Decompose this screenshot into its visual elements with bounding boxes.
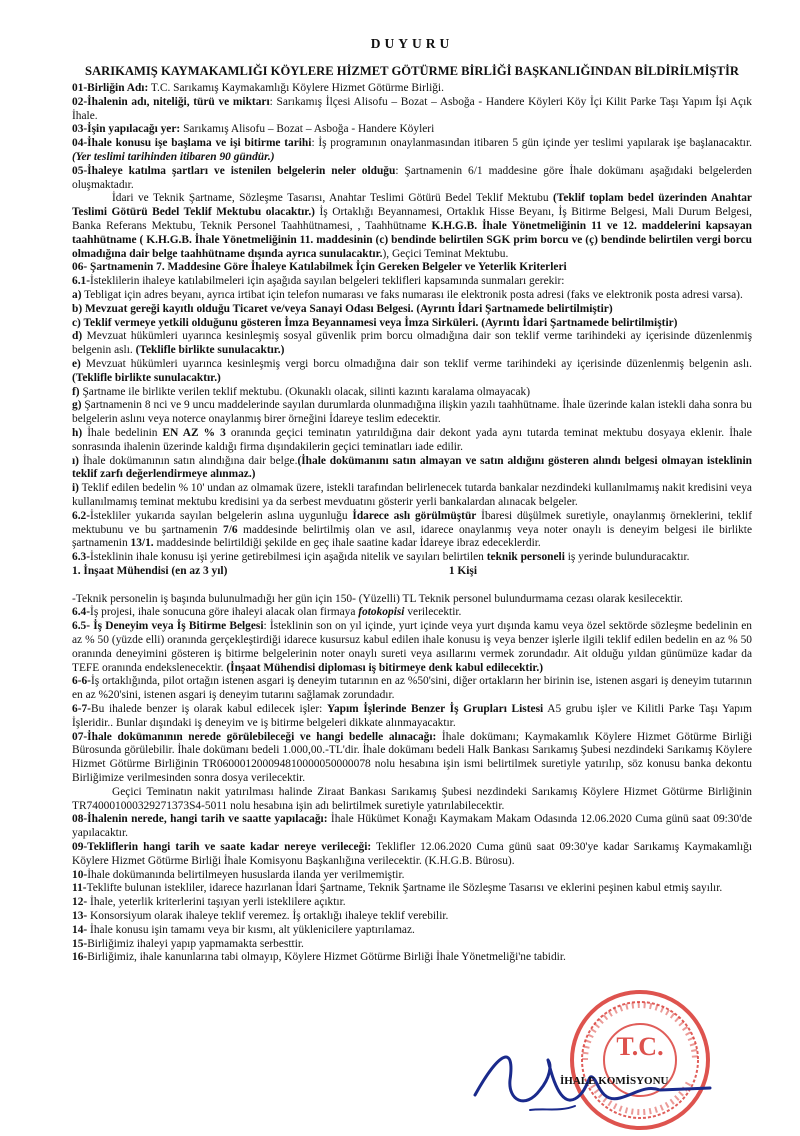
- item-05-docs: İdari ve Teknik Şartname, Sözleşme Tasarısı, Anahtar Teslimi Götürü Bedel Teklif Mektubu (Teklif toplam bedel üzerinden Anahtar Teslimi Götürü Bedel Teklif Mektubu olacaktır.) İş Ortaklığı Beyannamesi, Ortaklık Hisse Beyanı, İş Bitirme Belgesi, Mali Durum Belgesi, Banka Referans Mektubu, Teknik Personel Taahhütnamesi, , Taahhütname K.H.G.B. İhale Yönetmeliğinin 11 ve 12. maddelerini kapsayan taahhütname ( K.H.G.B. İhale Yönetmeliğinin 11. maddesinin (c) bendinde belirtilen SGK prim borcu ve (ç) bendinde belirtilen vergi borcu olmadığına dair belge taahhütname dışında ayrıca sunulacaktır.), Geçici Teminat Mektubu.: [72, 192, 752, 260]
- item-10: 10-İhale dokümanında belirtilmeyen hususlarda ilanda yer verilmemiştir.: [72, 868, 405, 881]
- staff-row: [72, 565, 477, 579]
- item-b: b) Mevzuat gereği kayıtlı olduğu Ticaret ve/veya Sanayi Odası Belgesi. (Ayrıntı İdari Şartnamede belirtilmiştir): [72, 302, 613, 315]
- doc-title: DUYURU: [370, 36, 454, 51]
- item-c: c) Teklif vermeye yetkili olduğunu gösteren İmza Beyannamesi veya İmza Sirküleri. (Ayrıntı İdari Şartnamede belirtilmiştir): [72, 316, 678, 329]
- item-02: 02-İhalenin adı, niteliği, türü ve miktarı: Sarıkamış İlçesi Alisofu – Bozat – Asboğa - Handere Köyleri Köy İçi Kilit Parke Taşı Yapım İşi Açık İhale.: [72, 95, 752, 122]
- penalty-note: -Teknik personelin iş başında bulunulmadığı her gün için 150- (Yüzelli) TL Teknik personel bulundurmama cezası olarak kesilecektir.: [72, 592, 683, 605]
- item-08: 08-İhalenin nerede, hangi tarih ve saatte yapılacağı: İhale Hükümet Konağı Kaymakam Makam Odasında 12.06.2020 Cuma günü saat 09:30'de yapılacaktır.: [72, 813, 752, 840]
- item-i: i) Teklif edilen bedelin % 10' undan az olmamak üzere, istekli tarafından belirlenecek tutarda bankalar nezdindeki kullanılmamış nakit kredisini veya kullanılmamış teminat mektubu kredisini ya da serbest mevduatını gösterir yerli bankalardan alınacak belgeler.: [72, 482, 752, 508]
- item-f: f) Şartname ile birlikte verilen teklif mektubu. (Okunaklı olacak, silinti kazıntı karalama olmayacak): [72, 385, 531, 398]
- item-16: 16-Birliğimiz, ihale kanunlarına tabi olmayıp, Köylere Hizmet Götürme Birliği İhale Yönetmeliği'ne tabidir.: [72, 951, 566, 964]
- item-13: 13- Konsorsiyum olarak ihaleye teklif veremez. İş ortaklığı ihaleye teklif verebilir.: [72, 910, 449, 923]
- item-6-2: 6.2-İstekliler yukarıda sayılan belgelerin aslına uygunluğu İdarece aslı görülmüştür İbaresi düşülmek suretiyle, onaylanmış örneklerini, teklif mektubunu ve bu şartnamenin 7/6 maddesinde belirtilmiş olan ve asıl, idarece onaylanmış veya noter onaylı is deneyim belgesi ile birlikte şartnamenin 13/1. maddesinde belirtildiği şekilde en geç ihale saatine kadar İdareye ibraz edeceklerdir.: [72, 509, 752, 550]
- item-05: 05-İhaleye katılma şartları ve istenilen belgelerin neler olduğu: Şartnamenin 6/1 maddesine göre İhale dokümanı aşağıdaki belgelerden oluşmaktadır.: [72, 164, 752, 191]
- item-6-5: 6.5- İş Deneyim veya İş Bitirme Belgesi: İsteklinin son on yıl içinde, yurt içinde veya yurt dışında kamu veya özel sektörde sözleşme bedelinin en az % 50 (yüzde elli) oranında gerçekleştirdiği idarece kusursuz kabul edilen ihale konusu iş veya benzer işlerle ilgili teklif edilen bedelin en az % 50 oranında deneyimini gösteren iş bitirme belgelerinin noter onaylı sureti veya asıllarını vermek zorundadır. Ait olduğu yıldan günümüze kadar da TEFE oranında endekslenecektir. (İnşaat Mühendisi diploması iş bitirmeye denk kabul edilecektir.): [72, 620, 752, 674]
- item-01: 01-Birliğin Adı: T.C. Sarıkamış Kaymakamlığı Köylere Hizmet Götürme Birliği.: [72, 82, 444, 94]
- item-12: 12- İhale, yeterlik kriterlerini taşıyan yerli isteklilere açıktır.: [72, 896, 346, 909]
- item-6-7: 6-7-Bu ihalede benzer iş olarak kabul edilecek işler: Yapım İşlerinde Benzer İş Grupları Listesi A5 grubu işler ve Kilitli Parke Taşı Yapım İşleridir.. Bunlar dışındaki iş deneyim ve iş bitirme belgeleri dikkate alınmayacaktır.: [72, 703, 752, 729]
- item-15: 15-Birliğimiz ihaleyi yapıp yapmamakta serbesttir.: [72, 937, 304, 950]
- item-e: e) Mevzuat hükümleri uyarınca kesinleşmiş vergi borcu olmadığına dair son teklif verme tarihindeki ay içerisinde düzenlenmiş belgenin aslı. (Teklifle birlikte sunulacaktır.): [72, 357, 752, 384]
- item-07-deposit: Geçici Teminatın nakit yatırılması halinde Ziraat Bankası Sarıkamış Şubesi nezdindeki Sarıkamış Köylere Hizmet Götürme Birliğinin TR740001000329271373S4-5011 nolu hesabına işin adı belirtilmek suretiyle yatırılabilecektir.: [72, 785, 752, 812]
- item-14: 14- İhale konusu işin tamamı veya bir kısmı, alt yüklenicilere yaptırılamaz.: [72, 923, 415, 936]
- item-a: a) Tebligat için adres beyanı, ayrıca irtibat için telefon numarası ve faks numarası ile elektronik posta adresi (faks ve elektronik posta adresi varsa).: [72, 288, 743, 301]
- item-03: 03-İşin yapılacağı yer: Sarıkamış Alisofu – Bozat – Asboğa - Handere Köyleri: [72, 123, 435, 136]
- item-04: 04-İhale konusu işe başlama ve işi bitirme tarihi: İş programının onaylanmasından itibaren 5 gün içinde yer teslimi yapılarak işe başlanacaktır. (Yer teslimi tarihinden itibaren 90 gündür.): [72, 137, 752, 163]
- item-h: h) İhale bedelinin EN AZ % 3 oranında geçici teminatın yatırıldığına dair dekont yada aynı tutarda teminat mektubu dosyaya eklenir. İhale sonrasında ihalenin üzerinde kaldığı firma dışındakilerin geçici teminatları iade edilir.: [72, 426, 752, 453]
- doc-subtitle: SARIKAMIŞ KAYMAKAMLIĞI KÖYLERE HİZMET GÖTÜRME BİRLİĞİ BAŞKANLIĞINDAN BİLDİRİLMİŞTİR: [85, 64, 739, 78]
- item-11: 11-Teklifte bulunan istekliler, idarece hazırlanan İdari Şartname, Teknik Şartname ile Sözleşme Tasarısı ve eklerini peşinen kabul etmiş sayılır.: [72, 882, 723, 895]
- item-i-dotless: ı) İhale dokümanının satın alındığına dair belge.(İhale dokümanını satın almayan ve satın aldığını gösteren alındı belgesi olmayan isteklinin teklif zarfı değerlendirmeye alınmaz.): [72, 454, 752, 481]
- item-6-6: 6-6-İş ortaklığında, pilot ortağın istenen asgari iş deneyim tutarının en az %50'sini, diğer ortakların her birinin ise, istenen asgari iş deneyim tutarının en az %20'sini, istenen asgari iş deneyim tutarını sağlamak zorundadır.: [72, 675, 752, 702]
- commission-label: İHALE KOMİSYONU: [560, 1075, 669, 1087]
- item-06: 06- Şartnamenin 7. Maddesine Göre İhaleye Katılabilmek İçin Gereken Belgeler ve Yeterlik Kriterleri: [72, 261, 567, 274]
- item-07: 07-İhale dokümanının nerede görülebileceği ve hangi bedelle alınacağı: İhale dokümanı; Kaymakamlık Köylere Hizmet Götürme Birliği Bürosunda görülebilir. İhale dokümanı bedeli 1.000,00.-TL'dir. İhale dokümanı bedeli Halk Bankası Sarıkamış Şubesi nezdindeki Sarıkamış Köylere Hizmet Götürme Birliğinin TR060001200094810000050000078 nolu hesabına işin ismi belirtilmek suretiyle yatırılıp, söz konusu banka dekontu Birliğimize verilmesinden sonra dosya verilecektir.: [72, 730, 752, 785]
- staff-count: 1 Kişi: [448, 564, 477, 577]
- item-d: d) Mevzuat hükümleri uyarınca kesinleşmiş sosyal güvenlik prim borcu olmadığına dair son teklif verme tarihindeki ay içerisinde düzenlenmiş belgenin aslı. (Teklifle birlikte sunulacaktır.): [72, 330, 752, 357]
- item-6-1: 6.1-İsteklilerin ihaleye katılabilmeleri için aşağıda sayılan belgeleri teklifleri kapsamında sunmaları gerekir:: [72, 275, 565, 288]
- item-09: 09-Tekliflerin hangi tarih ve saate kadar nereye verileceği: Teklifler 12.06.2020 Cuma günü saat 09:30'ye kadar Sarıkamış Kaymakamlığı Köylere Hizmet Götürme Birliği İhale Komisyonu Başkanlığına verilecektir. (K.H.G.B. Bürosu).: [72, 841, 752, 867]
- item-6-4: 6.4-İş projesi, ihale sonucuna göre ihaleyi alacak olan firmaya fotokopisi verilecektir.: [72, 606, 462, 619]
- item-6-3: 6.3-İsteklinin ihale konusu işi yerine getirebilmesi için aşağıda nitelik ve sayıları belirtilen teknik personeli iş yerinde bulunduracaktır.: [72, 551, 690, 564]
- stamp-text: T.C.: [616, 1032, 664, 1061]
- doc-body: [72, 82, 752, 965]
- staff-role: 1. İnşaat Mühendisi (en az 3 yıl): [72, 564, 228, 577]
- item-g: g) Şartnamenin 8 nci ve 9 uncu maddelerinde sayılan durumlarda olunmadığına ilişkin yazılı taahhütname. İhale üzerinde kalan istekli daha sonra bu belgelerin aslını veya noterce onaylanmış birer örneğini İdareye teslim edecektir.: [72, 399, 752, 426]
